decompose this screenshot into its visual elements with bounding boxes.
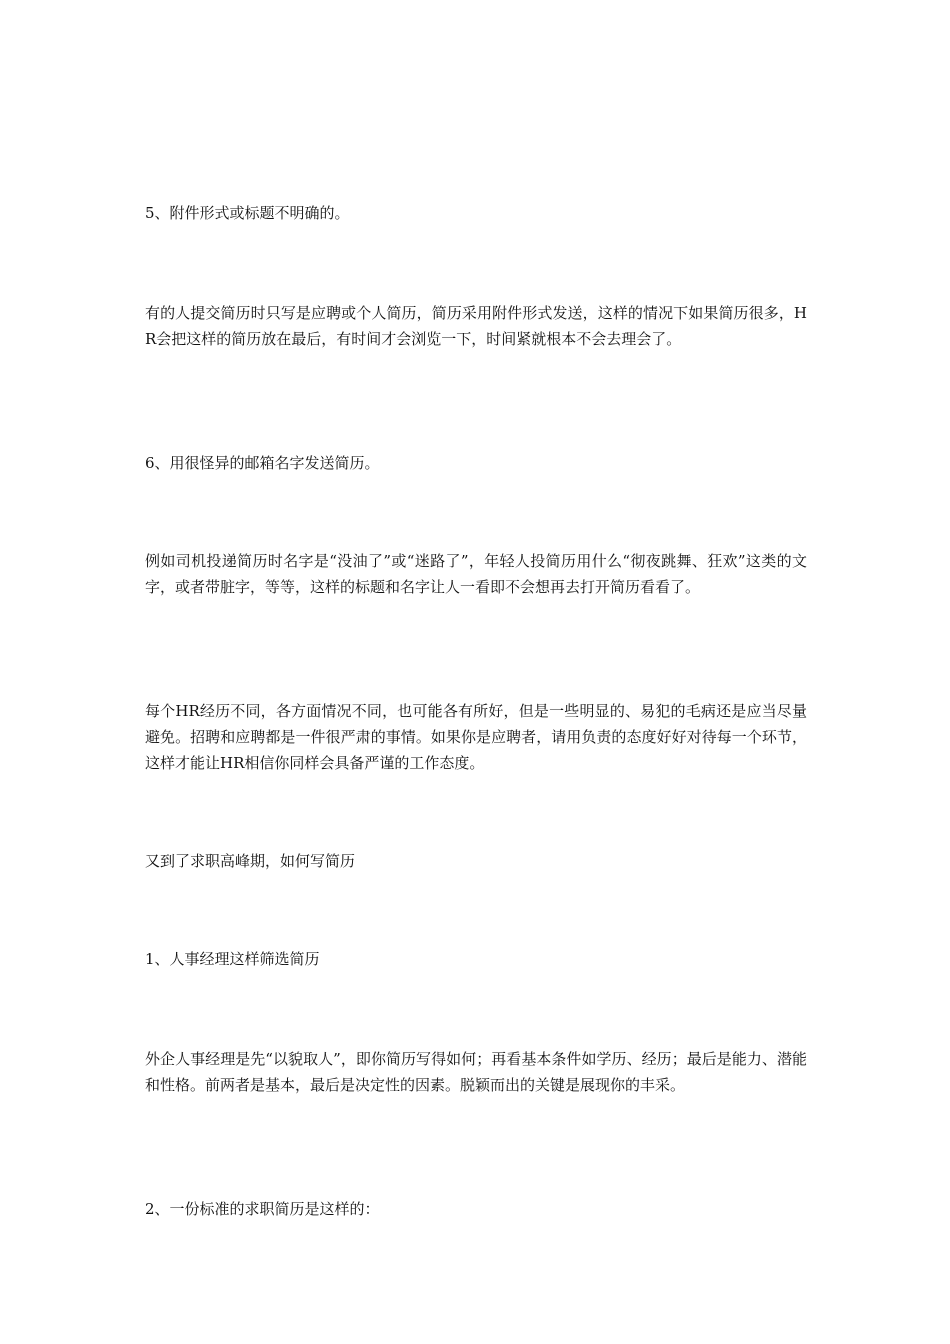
section-title-resume-writing: 又到了求职高峰期，如何写简历 bbox=[145, 852, 356, 870]
paragraph-attachment-explanation: 有的人提交简历时只写是应聘或个人简历，简历采用附件形式发送，这样的情况下如果简历很多，HR会把这样的简历放在最后，有时间才会浏览一下，时间紧就根本不会去理会了。 bbox=[145, 304, 807, 348]
paragraph-item-1-heading: 1、人事经理这样筛选简历 bbox=[145, 950, 320, 968]
paragraph-item-5-heading: 5、附件形式或标题不明确的。 bbox=[145, 204, 350, 222]
paragraph-item-6-heading: 6、用很怪异的邮箱名字发送简历。 bbox=[145, 454, 380, 472]
paragraph-hr-screening: 外企人事经理是先“以貌取人”，即你简历写得如何；再看基本条件如学历、经历；最后是能力、潜能和性格。前两者是基本，最后是决定性的因素。脱颖而出的关键是展现你的丰采。 bbox=[145, 1050, 807, 1094]
paragraph-email-name-example: 例如司机投递简历时名字是“没油了”或“迷路了”，年轻人投简历用什么“彻夜跳舞、狂欢”这类的文字，或者带脏字，等等，这样的标题和名字让人一看即不会想再去打开简历看看了。 bbox=[145, 552, 807, 596]
paragraph-hr-advice: 每个HR经历不同，各方面情况不同，也可能各有所好，但是一些明显的、易犯的毛病还是应当尽量避免。招聘和应聘都是一件很严肃的事情。如果你是应聘者，请用负责的态度好好对待每一个环节，这样才能让HR相信你同样会具备严谨的工作态度。 bbox=[145, 702, 807, 772]
paragraph-item-2-heading: 2、一份标准的求职简历是这样的： bbox=[145, 1200, 380, 1218]
